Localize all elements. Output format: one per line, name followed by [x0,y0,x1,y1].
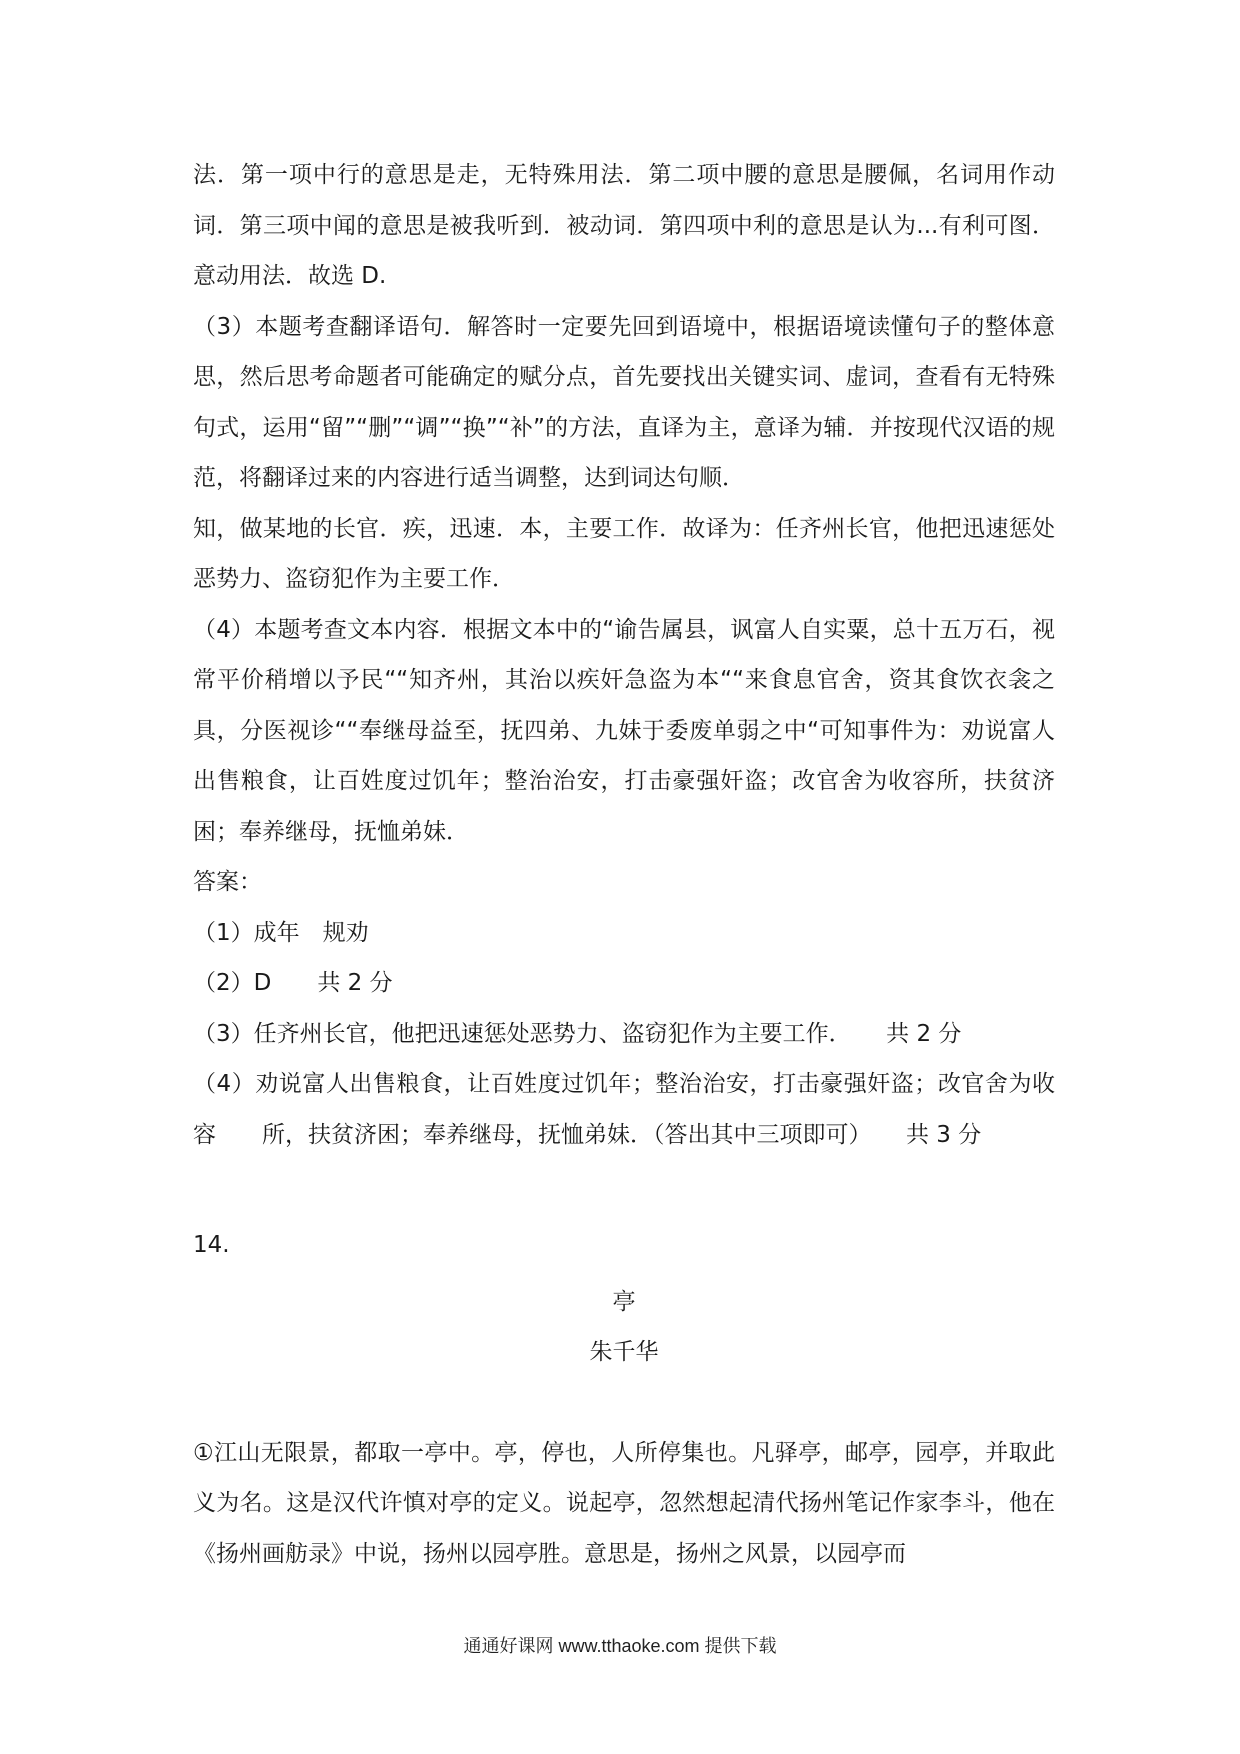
answer-4: （4）劝说富人出售粮食，让百姓度过饥年；整治治安，打击豪强奸盗；改官舍为收容 所，扶贫济困；奉养继母，抚恤弟妹．（答出其中三项即可） 共 3 分 [193,1071,1055,1148]
analysis-paragraph-3: （3）本题考查翻译语句．解答时一定要先回到语境中，根据语境读懂句子的整体意思，然后思考命题者可能确定的赋分点，首先要找出关键实词、虚词，查看有无特殊句式，运用“留”“删”“调”“换”“补”的方法，直译为主，意译为辅．并按现代汉语的规范，将翻译过来的内容进行适当调整，达到词达句顺． [193,313,1055,491]
answer-2: （2）D 共 2 分 [193,970,393,996]
analysis-paragraph-2: 法．第一项中行的意思是走，无特殊用法．第二项中腰的意思是腰佩，名词用作动词．第三项中闻的意思是被我听到．被动词．第四项中利的意思是认为...有利可图．意动用法．故选 D. [193,162,1055,289]
page-footer: 通通好课网 www.tthaoke.com 提供下载 [463,1636,777,1656]
question-number: 14. [193,1232,230,1258]
answer-3: （3）任齐州长官，他把迅速惩处恶势力、盗窃犯作为主要工作． 共 2 分 [193,1020,962,1047]
analysis-paragraph-4: （4）本题考查文本内容．根据文本中的“谕告属县，讽富人自实粟，总十五万石，视常平价稍增以予民““知齐州，其治以疾奸急盗为本““来食息官舍，资其食饮衣衾之具，分医视诊““奉继母益至，抚四弟、九妹于委废单弱之中“可知事件为：劝说富人出售粮食，让百姓度过饥年；整治治安，打击豪强奸盗；改官舍为收容所，扶贫济困；奉养继母，抚恤弟妹． [193,616,1055,845]
answer-label: 答案： [193,869,262,895]
article-author: 朱千华 [589,1339,659,1365]
answer-1: （1）成年 规劝 [193,919,369,946]
analysis-paragraph-translation: 知，做某地的长官．疾，迅速．本，主要工作．故译为：任齐州长官，他把迅速惩处恶势力、盗窃犯作为主要工作． [193,515,1055,592]
article-paragraph-1: ①江山无限景，都取一亭中。亭，停也，人所停集也。凡驿亭，邮亭，园亭，并取此义为名。这是汉代许慎对亭的定义。说起亭，忽然想起清代扬州笔记作家李斗，他在《扬州画舫录》中说，扬州以园亭胜。意思是，扬州之风景，以园亭而 [193,1439,1055,1567]
article-title: 亭 [612,1288,636,1315]
document-body [193,150,1055,1579]
